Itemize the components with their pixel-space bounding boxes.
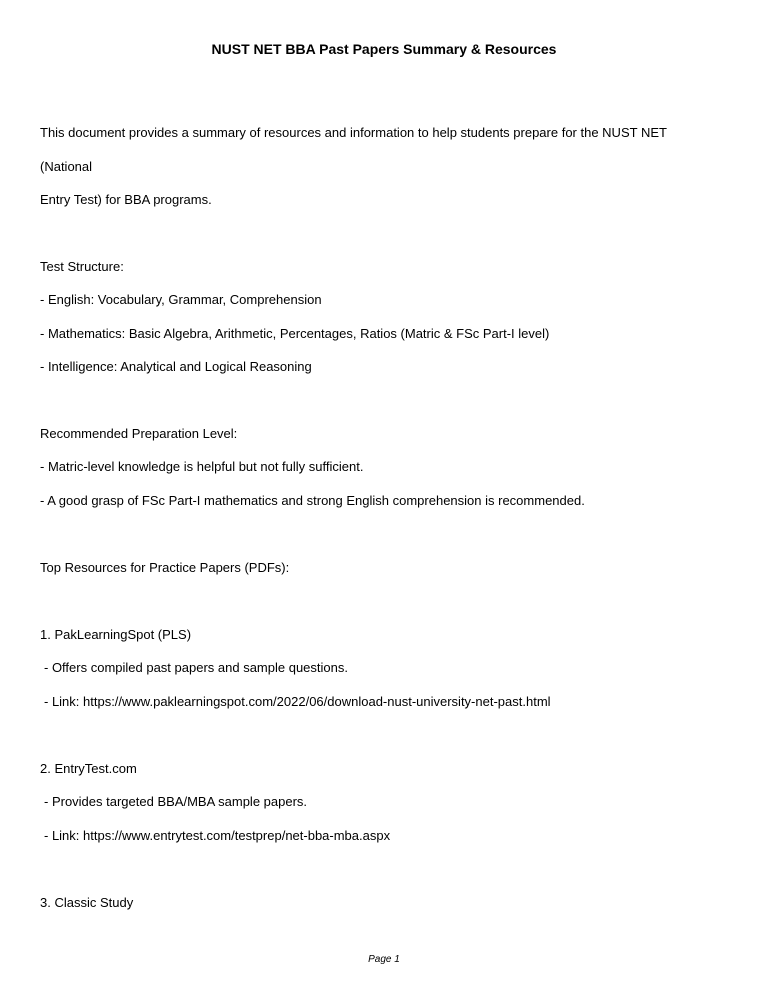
resource-1-description: - Offers compiled past papers and sample questions. xyxy=(44,660,348,675)
intro-line-2: (National xyxy=(40,159,93,174)
intro-line-1: This document provides a summary of resources and information to help students prepare for the NUST NET xyxy=(40,125,667,140)
preparation-item-fsc: - A good grasp of FSc Part-I mathematics and strong English comprehension is recommended. xyxy=(40,493,585,508)
resource-2-link[interactable]: - Link: https://www.entrytest.com/testprep/net-bba-mba.aspx xyxy=(44,828,391,843)
resources-heading: Top Resources for Practice Papers (PDFs): xyxy=(40,560,290,575)
preparation-item-matric: - Matric-level knowledge is helpful but not fully sufficient. xyxy=(40,459,364,474)
page-number: Page 1 xyxy=(368,954,400,965)
intro-line-3: Entry Test) for BBA programs. xyxy=(40,192,212,207)
test-structure-item-mathematics: - Mathematics: Basic Algebra, Arithmetic, Percentages, Ratios (Matric & FSc Part-I level) xyxy=(40,326,550,341)
resource-2-description: - Provides targeted BBA/MBA sample papers. xyxy=(44,794,308,809)
preparation-heading: Recommended Preparation Level: xyxy=(40,426,238,441)
test-structure-item-intelligence: - Intelligence: Analytical and Logical Reasoning xyxy=(40,359,312,374)
resource-3-name: 3. Classic Study xyxy=(40,895,134,910)
document-title: NUST NET BBA Past Papers Summary & Resources xyxy=(211,41,557,57)
resource-1-link[interactable]: - Link: https://www.paklearningspot.com/2022/06/download-nust-university-net-past.html xyxy=(44,694,551,709)
test-structure-item-english: - English: Vocabulary, Grammar, Comprehension xyxy=(40,292,322,307)
resource-1-name: 1. PakLearningSpot (PLS) xyxy=(40,627,192,642)
resource-2-name: 2. EntryTest.com xyxy=(40,761,137,776)
test-structure-heading: Test Structure: xyxy=(40,259,124,274)
